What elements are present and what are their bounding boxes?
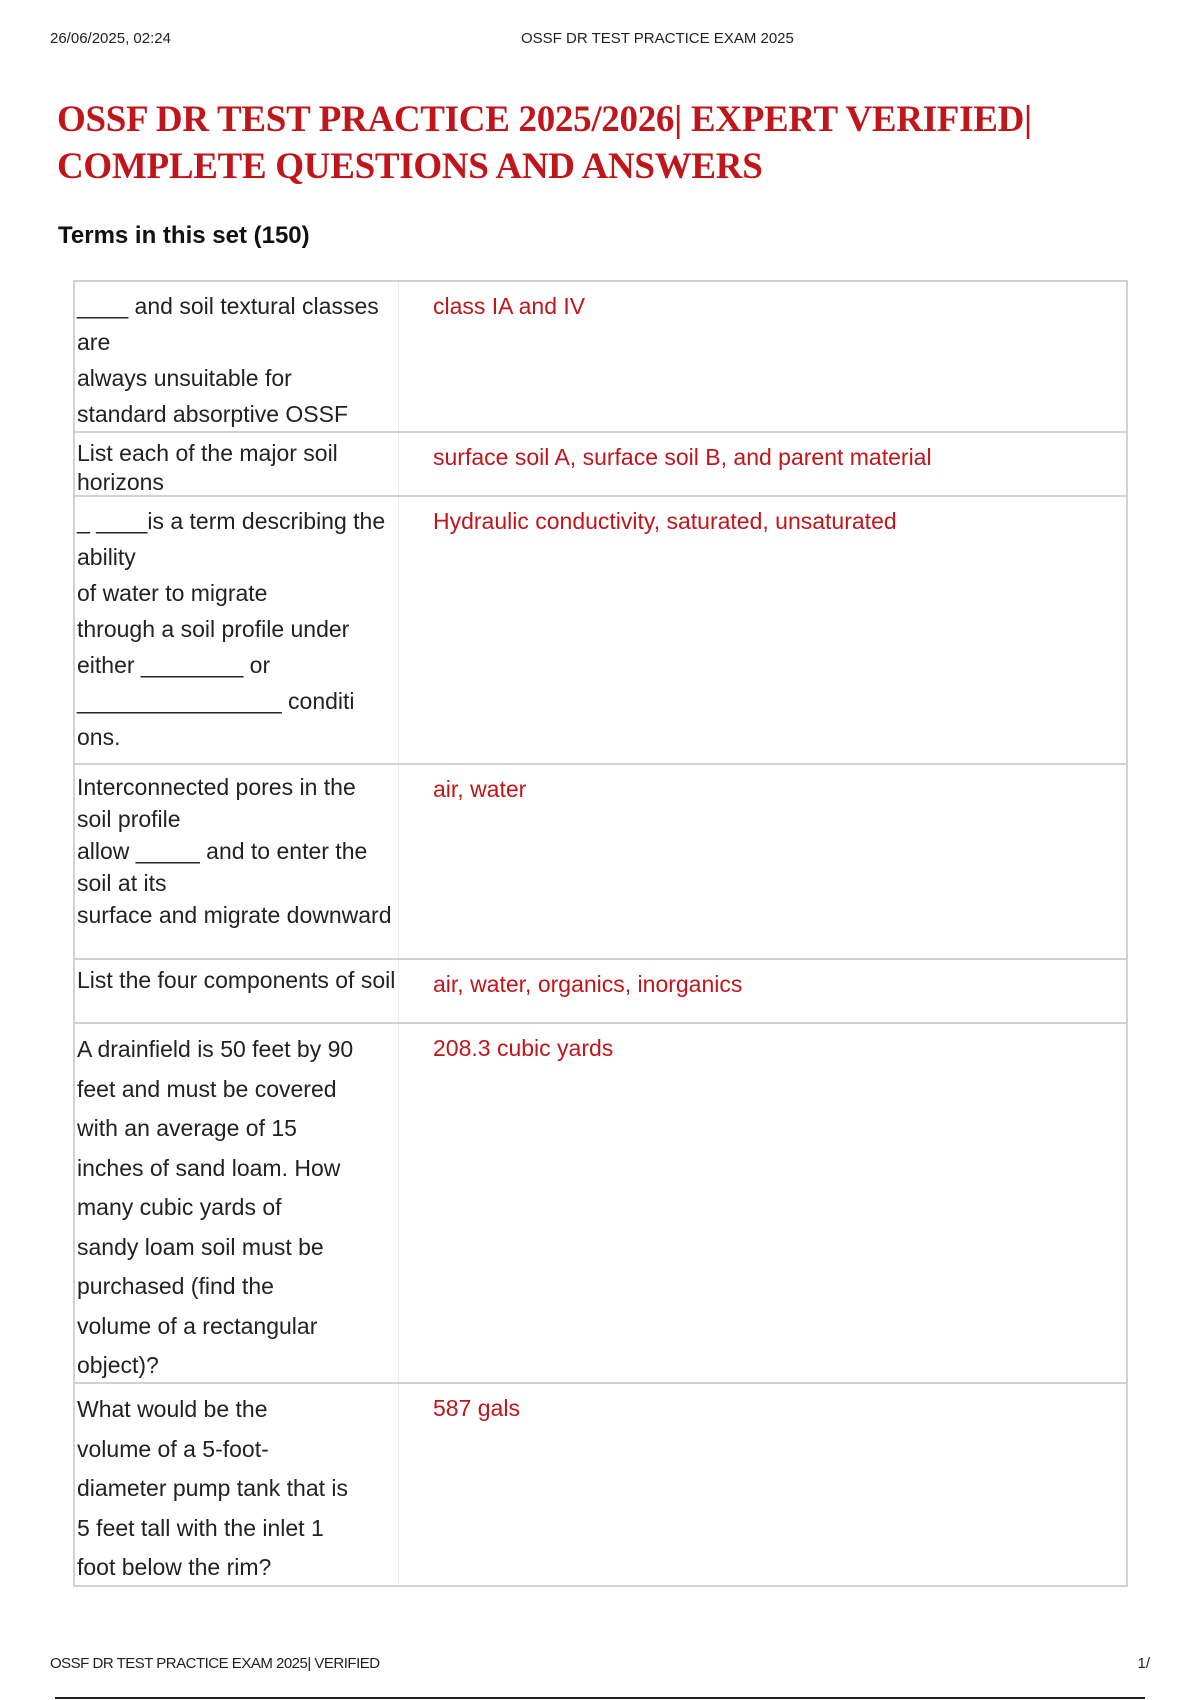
term-question: ____ and soil textural classes are always unsuitable for standard absorptive OSSF bbox=[75, 282, 399, 431]
term-row bbox=[75, 431, 1126, 495]
term-question: What would be the volume of a 5-foot- diameter pump tank that is 5 feet tall with the inlet 1 foot below the rim? bbox=[75, 1384, 399, 1585]
term-answer: class IA and IV bbox=[433, 293, 586, 319]
print-header bbox=[50, 30, 1150, 50]
term-question: List each of the major soil horizons bbox=[75, 433, 399, 495]
terms-table bbox=[73, 280, 1128, 1587]
term-answer: 208.3 cubic yards bbox=[433, 1035, 614, 1061]
footer-divider bbox=[55, 1697, 1145, 1699]
footer-document-label: OSSF DR TEST PRACTICE EXAM 2025| VERIFIED bbox=[50, 1655, 380, 1672]
document-title: OSSF DR TEST PRACTICE 2025/2026| EXPERT VERIFIED| COMPLETE QUESTIONS AND ANSWERS bbox=[57, 99, 1032, 187]
term-row bbox=[75, 495, 1126, 763]
term-row bbox=[75, 1382, 1126, 1585]
term-answer: surface soil A, surface soil B, and parent material bbox=[433, 444, 932, 470]
term-question: A drainfield is 50 feet by 90 feet and must be covered with an average of 15 inches of sand loam. How many cubic yards of sandy loam soil must be purchased (find the volume of a rectangular object)? bbox=[75, 1024, 399, 1382]
terms-count-heading: Terms in this set (150) bbox=[58, 222, 310, 249]
term-row bbox=[75, 1022, 1126, 1382]
term-row bbox=[75, 282, 1126, 431]
term-answer: 587 gals bbox=[433, 1395, 520, 1421]
term-question: List the four components of soil bbox=[75, 960, 399, 1022]
print-page-title: OSSF DR TEST PRACTICE EXAM 2025 bbox=[521, 30, 794, 47]
term-question: Interconnected pores in the soil profile allow _____ and to enter the soil at its surface and migrate downward bbox=[75, 765, 399, 958]
page-number: 1/ bbox=[1137, 1655, 1150, 1672]
term-question: _ ____is a term describing the ability of water to migrate through a soil profile under either ________ or ________________ conditi ons. bbox=[75, 497, 399, 763]
term-answer: air, water bbox=[433, 776, 527, 802]
term-row bbox=[75, 763, 1126, 958]
print-datetime: 26/06/2025, 02:24 bbox=[50, 30, 171, 47]
term-row bbox=[75, 958, 1126, 1022]
term-answer: air, water, organics, inorganics bbox=[433, 971, 743, 997]
term-answer: Hydraulic conductivity, saturated, unsaturated bbox=[433, 508, 897, 534]
